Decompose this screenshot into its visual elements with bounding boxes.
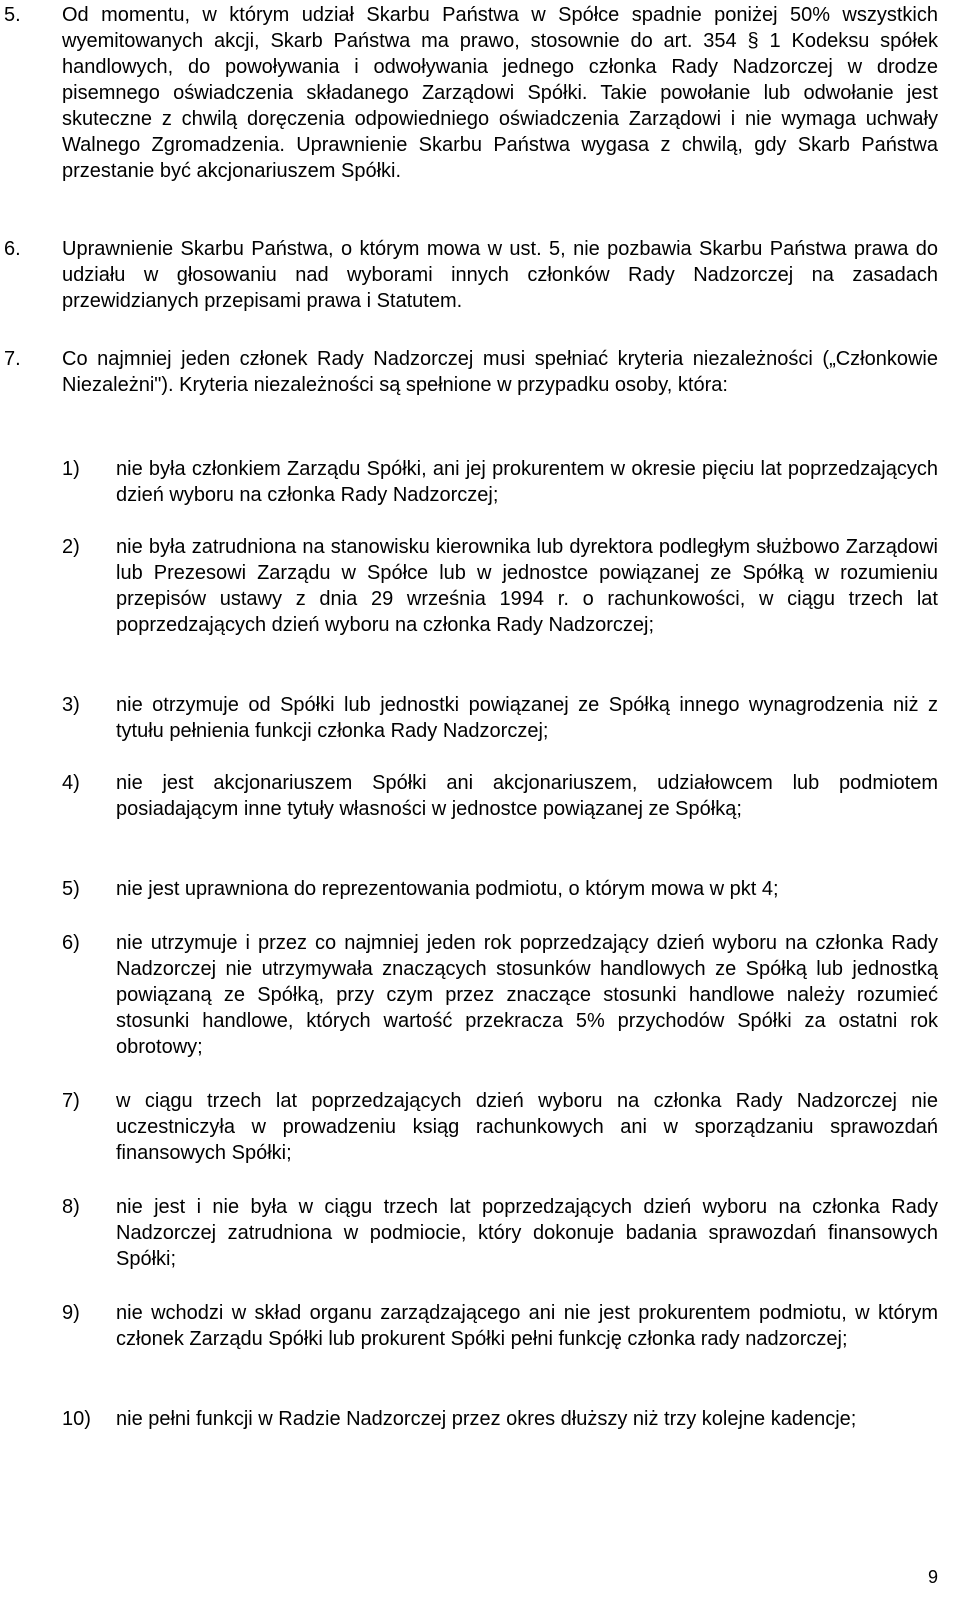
list-item-text: nie była zatrudniona na stanowisku kierownika lub dyrektora podległym służbowo Zarządowi lub Prezesowi Zarządu w Spółce lub w jednostce powiązanej ze Spółką w rozumieniu przepisów ustawy z dnia 29 września 1994 r. o rachunkowości, w ciągu trzech lat poprzedzających dzień wyboru na członka Rady Nadzorczej; xyxy=(116,536,938,636)
paragraph-number: 5. xyxy=(4,4,21,26)
list-item-text: nie jest uprawniona do reprezentowania podmiotu, o którym mowa w pkt 4; xyxy=(116,878,779,900)
list-item-text: nie otrzymuje od Spółki lub jednostki powiązanej ze Spółką innego wynagrodzenia niż z tytułu pełnienia funkcji członka Rady Nadzorczej; xyxy=(116,694,938,742)
paragraph-number: 6. xyxy=(4,238,21,260)
list-item-number: 5) xyxy=(62,878,80,900)
paragraph-text: Uprawnienie Skarbu Państwa, o którym mowa w ust. 5, nie pozbawia Skarbu Państwa prawa do udziału w głosowaniu nad wyborami innych członków Rady Nadzorczej na zasadach przewidzianych przepisami prawa i Statutem. xyxy=(62,238,938,312)
paragraph-text: Od momentu, w którym udział Skarbu Państwa w Spółce spadnie poniżej 50% wszystkich wyemitowanych akcji, Skarb Państwa ma prawo, stosownie do art. 354 § 1 Kodeksu spółek handlowych, do powoływania i odwoływania jednego członka Rady Nadzorczej w drodze pisemnego oświadczenia składanego Zarządowi Spółki. Takie powołanie lub odwołanie jest skuteczne z chwilą doręczenia odpowiedniego oświadczenia Zarządowi i nie wymaga uchwały Walnego Zgromadzenia. Uprawnienie Skarbu Państwa wygasa z chwilą, gdy Skarb Państwa przestanie być akcjonariuszem Spółki. xyxy=(62,4,938,182)
list-item-text: nie jest akcjonariuszem Spółki ani akcjonariuszem, udziałowcem lub podmiotem posiadającym inne tytuły własności w jednostce powiązanej ze Spółką; xyxy=(116,772,938,820)
paragraph-text: Co najmniej jeden członek Rady Nadzorczej musi spełniać kryteria niezależności („Członkowie Niezależni"). Kryteria niezależności są spełnione w przypadku osoby, która: xyxy=(62,348,938,396)
list-item-text: w ciągu trzech lat poprzedzających dzień wyboru na członka Rady Nadzorczej nie uczestniczyła w prowadzeniu ksiąg rachunkowych ani w sporządzaniu sprawozdań finansowych Spółki; xyxy=(116,1090,938,1164)
list-item-text: nie pełni funkcji w Radzie Nadzorczej przez okres dłuższy niż trzy kolejne kadencje; xyxy=(116,1408,857,1430)
list-item-text: nie utrzymuje i przez co najmniej jeden rok poprzedzający dzień wyboru na członka Rady Nadzorczej nie utrzymywała znaczących stosunków handlowych ze Spółką lub jednostką powiązaną ze Spółką, przy czym przez znaczące stosunki handlowe należy rozumieć stosunki handlowe, których wartość przekracza 5% przychodów Spółki za ostatni rok obrotowy; xyxy=(116,932,938,1058)
list-item-number: 10) xyxy=(62,1408,91,1430)
list-item-number: 8) xyxy=(62,1196,80,1218)
list-item-number: 9) xyxy=(62,1302,80,1324)
list-item-number: 4) xyxy=(62,772,80,794)
list-item-number: 7) xyxy=(62,1090,80,1112)
list-item-text: nie jest i nie była w ciągu trzech lat poprzedzających dzień wyboru na członka Rady Nadzorczej zatrudniona w podmiocie, który dokonuje badania sprawozdań finansowych Spółki; xyxy=(116,1196,938,1270)
list-item-number: 2) xyxy=(62,536,80,558)
paragraph-number: 7. xyxy=(4,348,21,370)
list-item-number: 6) xyxy=(62,932,80,954)
list-item-number: 1) xyxy=(62,458,80,480)
list-item-text: nie wchodzi w skład organu zarządzającego ani nie jest prokurentem podmiotu, w którym członek Zarządu Spółki lub prokurent Spółki pełni funkcję członka rady nadzorczej; xyxy=(116,1302,938,1350)
list-item-text: nie była członkiem Zarządu Spółki, ani jej prokurentem w okresie pięciu lat poprzedzających dzień wyboru na członka Rady Nadzorczej; xyxy=(116,458,938,506)
list-item-number: 3) xyxy=(62,694,80,716)
page-number: 9 xyxy=(927,1567,938,1587)
